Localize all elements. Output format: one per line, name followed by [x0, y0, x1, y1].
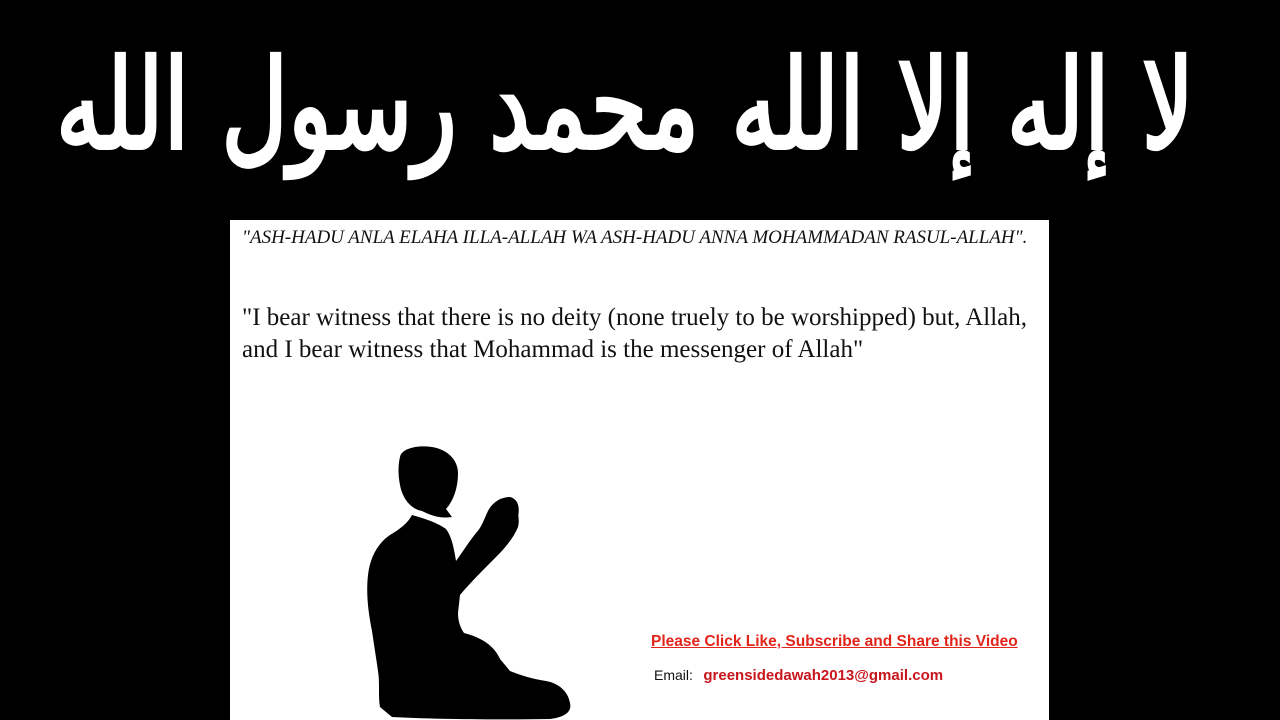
- shahada-calligraphy-banner: [55, 0, 1195, 210]
- translation-text: "I bear witness that there is no deity (none truely to be worshipped) but, Allah, and I bear witness that Mohammad is the messenger of Allah": [242, 304, 1028, 363]
- email-address-link[interactable]: greensidedawah2013@gmail.com: [703, 667, 944, 684]
- praying-man-silhouette: [360, 445, 575, 720]
- transliteration-text: "ASH-HADU ANLA ELAHA ILLA-ALLAH WA ASH-HADU ANNA MOHAMMADAN RASUL-ALLAH".: [242, 227, 1028, 248]
- email-label: Email:: [654, 667, 693, 683]
- like-subscribe-share-link[interactable]: Please Click Like, Subscribe and Share this Video: [651, 633, 1018, 650]
- arabic-calligraphy: لا إله إلا الله محمد رسول الله: [55, 32, 1195, 178]
- email-row: [654, 667, 943, 685]
- content-panel: [230, 220, 1049, 720]
